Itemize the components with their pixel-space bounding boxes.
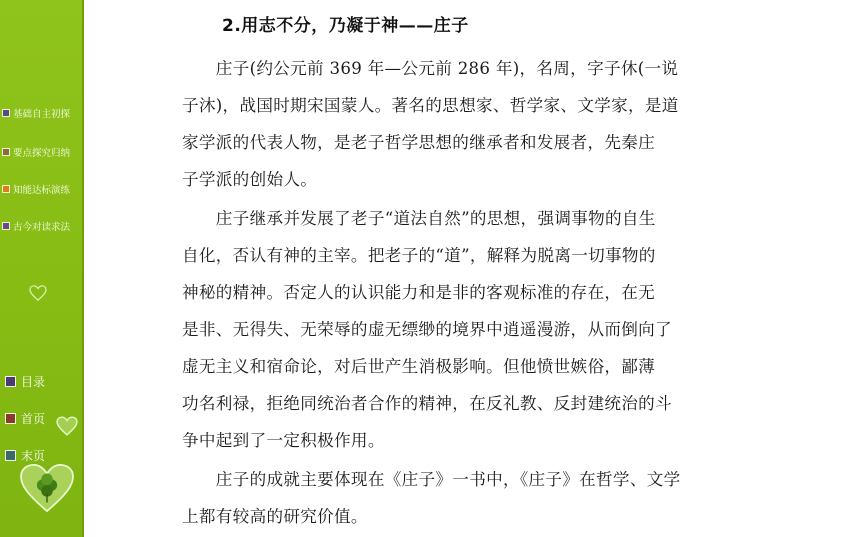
paragraph-line: 神秘的精神。否定人的认识能力和是非的客观标准的存在，在无	[182, 283, 656, 302]
toc-button[interactable]	[5, 373, 45, 389]
paragraph-line: 家学派的代表人物，是老子哲学思想的继承者和发展者，先秦庄	[182, 133, 656, 152]
nav-item-label: 要点探究归纳	[13, 148, 71, 159]
toc-label: 目录	[21, 374, 46, 389]
nav-square-icon	[2, 148, 10, 156]
paragraph-line: 子学派的创始人。	[182, 170, 318, 189]
big-heart-clover-icon	[18, 462, 76, 514]
paragraph-line: 虚无主义和宿命论，对后世产生消极影响。但他愤世嫉俗，鄙薄	[182, 357, 656, 376]
heart-icon	[56, 416, 78, 436]
last-page-square-icon	[5, 450, 16, 461]
paragraph-line: 庄子继承并发展了老子“道法自然”的思想，强调事物的自生	[182, 209, 656, 228]
paragraph-line: 子沐)，战国时期宋国蒙人。著名的思想家、哲学家、文学家，是道	[182, 96, 679, 115]
home-label: 首页	[21, 411, 46, 426]
small-heart-icon	[29, 285, 47, 301]
nav-item-label: 古今对读求法	[13, 222, 71, 233]
nav-item-ancient-modern[interactable]	[2, 219, 70, 233]
last-page-label: 末页	[21, 448, 46, 463]
sidebar	[0, 0, 84, 537]
nav-item-practice[interactable]	[2, 182, 70, 196]
toc-square-icon	[5, 376, 16, 387]
nav-square-icon	[2, 109, 10, 117]
paragraph-line: 是非、无得失、无荣辱的虚无缥缈的境界中逍遥漫游，从而倒向了	[182, 320, 672, 339]
paragraph-line: 争中起到了一定积极作用。	[182, 431, 385, 450]
nav-item-label: 知能达标演练	[13, 185, 71, 196]
nav-square-icon	[2, 185, 10, 193]
section-heading: 2.用志不分，乃凝于神——庄子	[222, 16, 469, 36]
nav-item-key-points[interactable]	[2, 145, 70, 159]
last-page-button[interactable]	[5, 447, 45, 463]
paragraph-line: 上都有较高的研究价值。	[182, 507, 368, 526]
paragraph-line: 庄子(约公元前 369 年—公元前 286 年)，名周，字子休(一说	[182, 59, 679, 78]
nav-item-basic-inquiry[interactable]	[2, 106, 70, 120]
paragraph-line: 功名利禄，拒绝同统治者合作的精神，在反礼教、反封建统治的斗	[182, 394, 672, 413]
nav-square-icon	[2, 222, 10, 230]
paragraph-line: 自化，否认有神的主宰。把老子的“道”，解释为脱离一切事物的	[182, 246, 656, 265]
paragraph-line: 庄子的成就主要体现在《庄子》一书中，《庄子》在哲学、文学	[182, 470, 681, 489]
home-button[interactable]	[5, 410, 45, 426]
nav-item-label: 基础自主初探	[13, 109, 71, 120]
home-square-icon	[5, 413, 16, 424]
sidebar-edge	[82, 0, 84, 537]
